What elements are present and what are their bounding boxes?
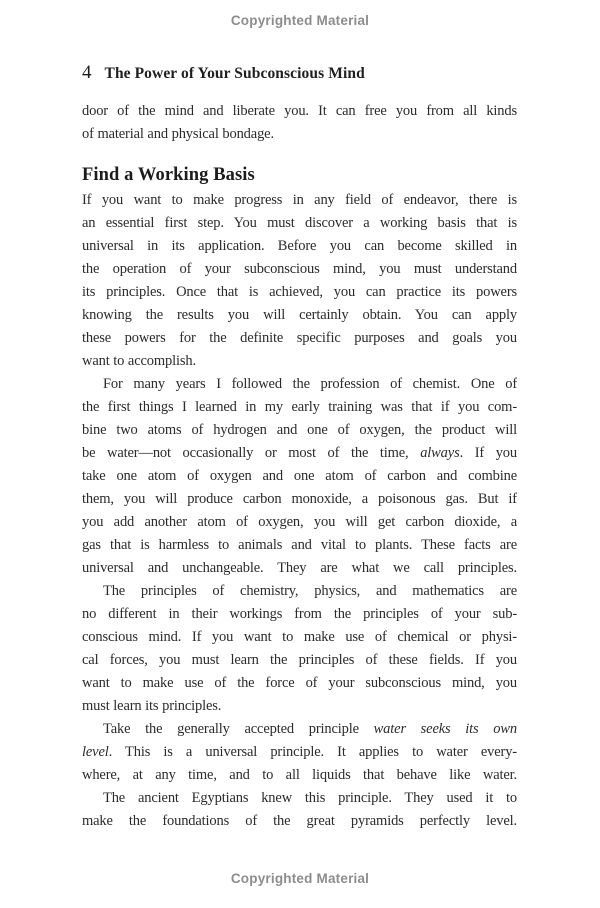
text-line: level. This is a universal principle. It applies to water every- xyxy=(82,744,517,760)
text-line: If you want to make progress in any field of endeavor, there is xyxy=(82,192,517,208)
book-title: The Power of Your Subconscious Mind xyxy=(104,65,365,82)
copyright-banner-top: Copyrighted Material xyxy=(230,13,370,28)
running-header xyxy=(82,61,517,86)
text-line: must learn its principles. xyxy=(82,698,222,714)
text-line: the operation of your subconscious mind, you must understand xyxy=(82,261,517,277)
page-number: 4 xyxy=(82,62,92,83)
text-line: of material and physical bondage. xyxy=(82,126,274,142)
text-line: where, at any time, and to all liquids that behave like water. xyxy=(82,767,517,783)
intro-paragraph xyxy=(82,100,517,146)
text-line: make the foundations of the great pyramids perfectly level. xyxy=(82,813,517,829)
paragraphs xyxy=(82,189,517,833)
text-line: be water—not occasionally or most of the time, always. If you xyxy=(82,445,517,461)
text-line: bine two atoms of hydrogen and one of oxygen, the product will xyxy=(82,422,517,438)
text-line: no different in their workings from the principles of your sub- xyxy=(82,606,517,622)
text-line: the first things I learned in my early training was that if you com- xyxy=(82,399,517,415)
text-line: gas that is harmless to animals and vital to plants. These facts are xyxy=(82,537,517,553)
text-line: them, you will produce carbon monoxide, a poisonous gas. But if xyxy=(82,491,517,507)
text-line: want to accomplish. xyxy=(82,353,196,369)
text-line: Take the generally accepted principle water seeks its own xyxy=(103,721,517,737)
text-line: conscious mind. If you want to make use of chemical or physi- xyxy=(82,629,517,645)
copyright-banner-bottom: Copyrighted Material xyxy=(230,871,370,886)
text-line: want to make use of the force of your subconscious mind, you xyxy=(82,675,517,691)
text-line: an essential first step. You must discover a working basis that is xyxy=(82,215,517,231)
text-line: universal in its application. Before you can become skilled in xyxy=(82,238,517,254)
text-line: universal and unchangeable. They are what we call principles. xyxy=(82,560,517,576)
text-line: these powers for the definite specific purposes and goals you xyxy=(82,330,517,346)
text-line: take one atom of oxygen and one atom of carbon and combine xyxy=(82,468,517,484)
text-line: you add another atom of oxygen, you will get carbon dioxide, a xyxy=(82,514,517,530)
text-line: knowing the results you will certainly obtain. You can apply xyxy=(82,307,517,323)
text-line: For many years I followed the profession of chemist. One of xyxy=(103,376,517,392)
text-line: The ancient Egyptians knew this principle. They used it to xyxy=(103,790,517,806)
text-line: cal forces, you must learn the principles of these fields. If you xyxy=(82,652,517,668)
section-heading: Find a Working Basis xyxy=(82,165,255,185)
text-line: its principles. Once that is achieved, you can practice its powers xyxy=(82,284,517,300)
text-line: The principles of chemistry, physics, and mathematics are xyxy=(103,583,517,599)
body-text xyxy=(82,100,517,833)
text-line: door of the mind and liberate you. It can free you from all kinds xyxy=(82,103,517,119)
